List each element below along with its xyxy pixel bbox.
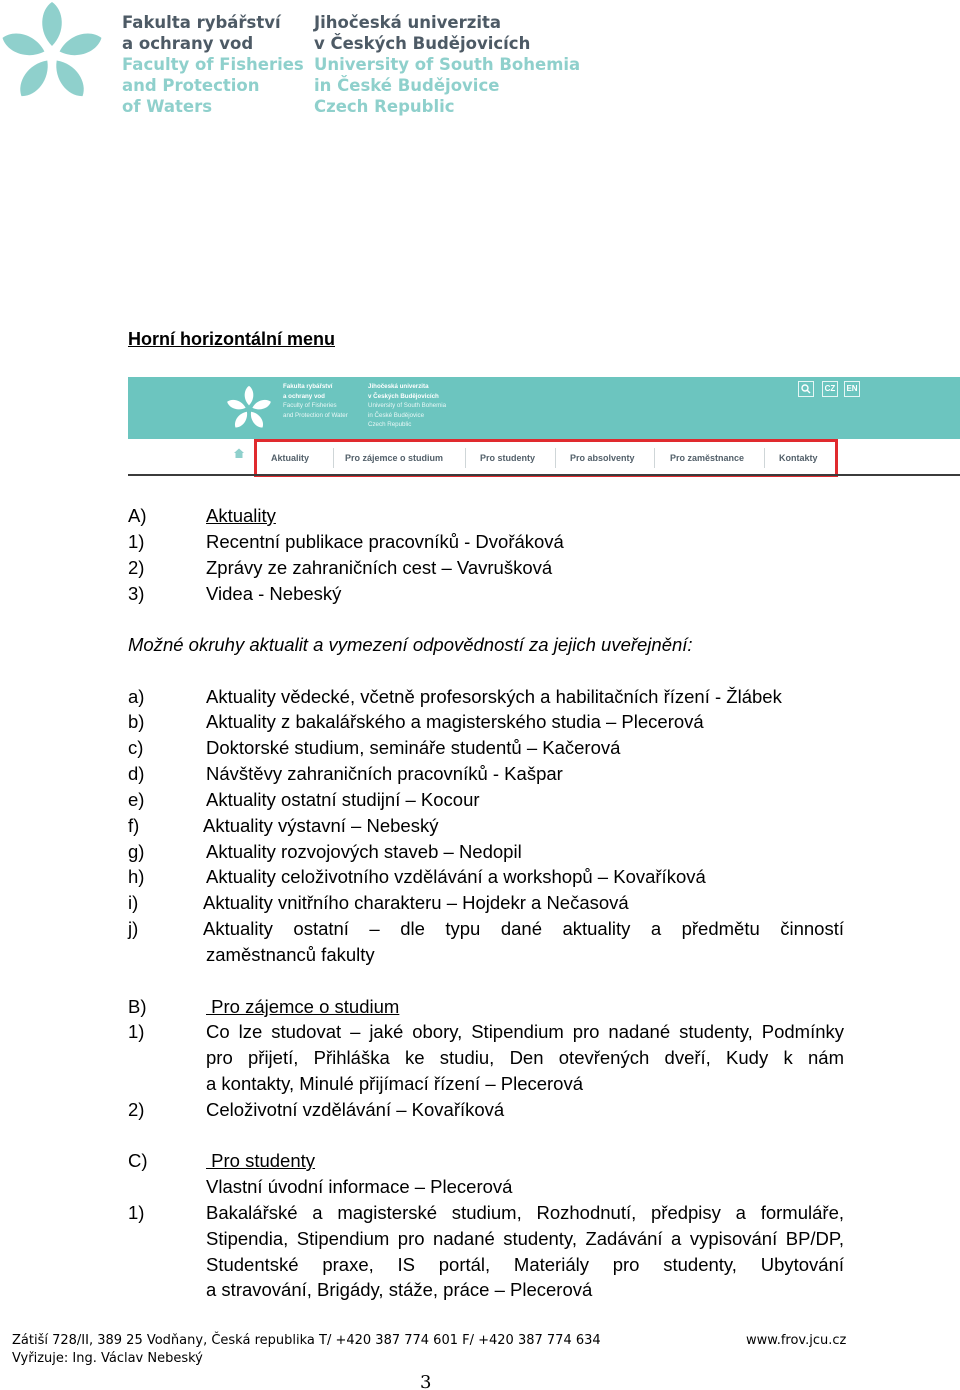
topic-item	[203, 918, 844, 940]
list-item	[206, 1021, 844, 1043]
faculty-name-cz-2: a ochrany vod	[122, 34, 254, 53]
list-item-label: 3)	[128, 583, 145, 604]
list-item-line: Co lze studovat – jaké obory, Stipendium pro nadané studenty, Podmínky	[206, 1021, 844, 1042]
section-c-intro: Vlastní úvodní informace – Plecerová	[206, 1176, 513, 1197]
faculty-flower-logo	[0, 0, 104, 104]
website-nav-bar	[128, 439, 960, 477]
nav-highlight-frame	[254, 439, 838, 477]
faculty-name-en-1: Faculty of Fisheries	[122, 55, 304, 74]
topic-item: Aktuality vnitřního charakteru – Hojdekr a Nečasová	[203, 892, 629, 913]
nav-divider	[764, 448, 765, 468]
university-name-en-2: in České Budějovice	[314, 76, 500, 95]
footer-handler: Vyřizuje: Ing. Václav Nebeský	[12, 1351, 203, 1366]
section-b-label: B)	[128, 996, 147, 1017]
topic-label: g)	[128, 841, 145, 862]
list-item-line: Bakalářské a magisterské studium, Rozhodnutí, předpisy a formuláře,	[206, 1202, 844, 1223]
list-item-line: Studentské praxe, IS portál, Materiály pro studenty, Ubytování	[206, 1254, 844, 1275]
nav-divider	[333, 448, 334, 468]
list-item: Recentní publikace pracovníků - Dvořáková	[206, 531, 564, 552]
university-name-block	[314, 12, 580, 117]
list-item-label: 2)	[128, 1099, 145, 1120]
list-item: Videa - Nebeský	[206, 583, 342, 604]
university-name-cz-2: v Českých Budějovicích	[314, 34, 531, 53]
section-a-label: A)	[128, 505, 147, 526]
topic-label: c)	[128, 737, 144, 758]
list-item-label: 1)	[128, 531, 145, 552]
list-item	[206, 1228, 844, 1250]
website-faculty-line: Faculty of Fisheries	[283, 402, 337, 410]
topic-item-line: Aktuality ostatní – dle typu dané aktuality a předmětu činností	[203, 918, 844, 939]
website-banner	[128, 377, 960, 439]
website-faculty-line: a ochrany vod	[283, 392, 325, 400]
website-baseline	[128, 474, 960, 476]
nav-aktuality[interactable]: Aktuality	[271, 453, 310, 463]
footer-address: Zátiší 728/II, 389 25 Vodňany, Česká republika T/ +420 387 774 601 F/ +420 387 774 634	[12, 1333, 601, 1348]
topic-label: d)	[128, 763, 145, 784]
topic-item: Aktuality rozvojových staveb – Nedopil	[206, 841, 522, 862]
list-item-line: a stravování, Brigády, stáže, práce – Plecerová	[206, 1279, 593, 1300]
topic-label: b)	[128, 711, 145, 732]
list-item-line: a kontakty, Minulé přijímací řízení – Plecerová	[206, 1073, 584, 1094]
list-item	[206, 1047, 844, 1069]
footer-web[interactable]: www.frov.jcu.cz	[746, 1333, 847, 1348]
faculty-name-en-3: of Waters	[122, 97, 213, 116]
website-faculty-line: and Protection of Water	[283, 411, 348, 419]
section-b-title: Pro zájemce o studium	[206, 996, 400, 1017]
list-item	[206, 1202, 844, 1224]
list-item-line: pro přijetí, Přihláška ke studiu, Den otevřených dveří, Kudy k nám	[206, 1047, 844, 1068]
website-university-line: v Českých Budějovicích	[368, 392, 439, 400]
topic-item: Doktorské studium, semináře studentů – Kačerová	[206, 737, 621, 758]
topic-label: f)	[128, 815, 140, 836]
nav-pro-absolventy[interactable]: Pro absolventy	[570, 453, 635, 463]
nav-divider	[654, 448, 655, 468]
home-icon[interactable]	[232, 446, 246, 460]
topic-item: Aktuality z bakalářského a magisterského studia – Plecerová	[206, 711, 704, 732]
section-title: Horní horizontální menu	[128, 329, 335, 349]
website-university-line: University of South Bohemia	[368, 402, 447, 410]
topic-item: Aktuality výstavní – Nebeský	[203, 815, 439, 836]
nav-pro-zamestnance[interactable]: Pro zaměstnance	[670, 453, 745, 463]
language-en-icon[interactable]: EN	[844, 381, 860, 397]
university-name-cz-1: Jihočeská univerzita	[314, 13, 502, 32]
website-screenshot	[128, 377, 960, 477]
faculty-name-cz-1: Fakulta rybářství	[122, 13, 281, 32]
website-university-name	[368, 382, 446, 430]
university-name-en-1: University of South Bohemia	[314, 55, 581, 74]
list-item-line: Stipendia, Stipendium pro nadané studenty, Zadávání a vypisování BP/DP,	[206, 1228, 844, 1249]
list-item-label: 1)	[128, 1202, 145, 1223]
section-c-title: Pro studenty	[206, 1150, 316, 1171]
faculty-name-block	[122, 12, 304, 117]
list-item: Celoživotní vzdělávání – Kovaříková	[206, 1099, 505, 1120]
section-c-label: C)	[128, 1150, 148, 1171]
language-cz-icon[interactable]: CZ	[822, 381, 838, 397]
search-icon[interactable]	[798, 381, 814, 397]
website-faculty-line: Fakulta rybářství	[283, 383, 333, 390]
topic-label: j)	[128, 918, 139, 939]
topic-item: Aktuality celoživotního vzdělávání a workshopů – Kovaříková	[206, 866, 706, 887]
section-a-title: Aktuality	[206, 505, 276, 526]
website-faculty-name	[283, 382, 348, 420]
topic-item: Návštěvy zahraničních pracovníků - Kašpar	[206, 763, 563, 784]
topic-label: i)	[128, 892, 139, 913]
list-item	[206, 1254, 844, 1276]
topics-note: Možné okruhy aktualit a vymezení odpovědností za jejich uveřejnění:	[128, 634, 693, 655]
topic-item-continuation: zaměstnanců fakulty	[206, 944, 375, 965]
faculty-name-en-2: and Protection	[122, 76, 260, 95]
website-university-line: in České Budějovice	[368, 411, 425, 419]
page-number: 3	[420, 1372, 432, 1390]
topic-item: Aktuality ostatní studijní – Kocour	[206, 789, 480, 810]
nav-pro-zajemce[interactable]: Pro zájemce o studium	[345, 453, 444, 463]
list-item-label: 2)	[128, 557, 145, 578]
topic-label: e)	[128, 789, 145, 810]
nav-divider	[465, 448, 466, 468]
nav-pro-studenty[interactable]: Pro studenty	[480, 453, 536, 463]
nav-kontakty[interactable]: Kontakty	[779, 453, 818, 463]
topic-label: h)	[128, 866, 145, 887]
university-name-en-3: Czech Republic	[314, 97, 455, 116]
website-university-line: Czech Republic	[368, 421, 412, 429]
website-university-line: Jihočeská univerzita	[368, 383, 429, 390]
nav-divider	[555, 448, 556, 468]
website-flower-logo	[226, 385, 272, 431]
list-item: Zprávy ze zahraničních cest – Vavrušková	[206, 557, 553, 578]
list-item-label: 1)	[128, 1021, 145, 1042]
topic-label: a)	[128, 686, 145, 707]
topic-item: Aktuality vědecké, včetně profesorských a habilitačních řízení - Žlábek	[206, 686, 782, 707]
